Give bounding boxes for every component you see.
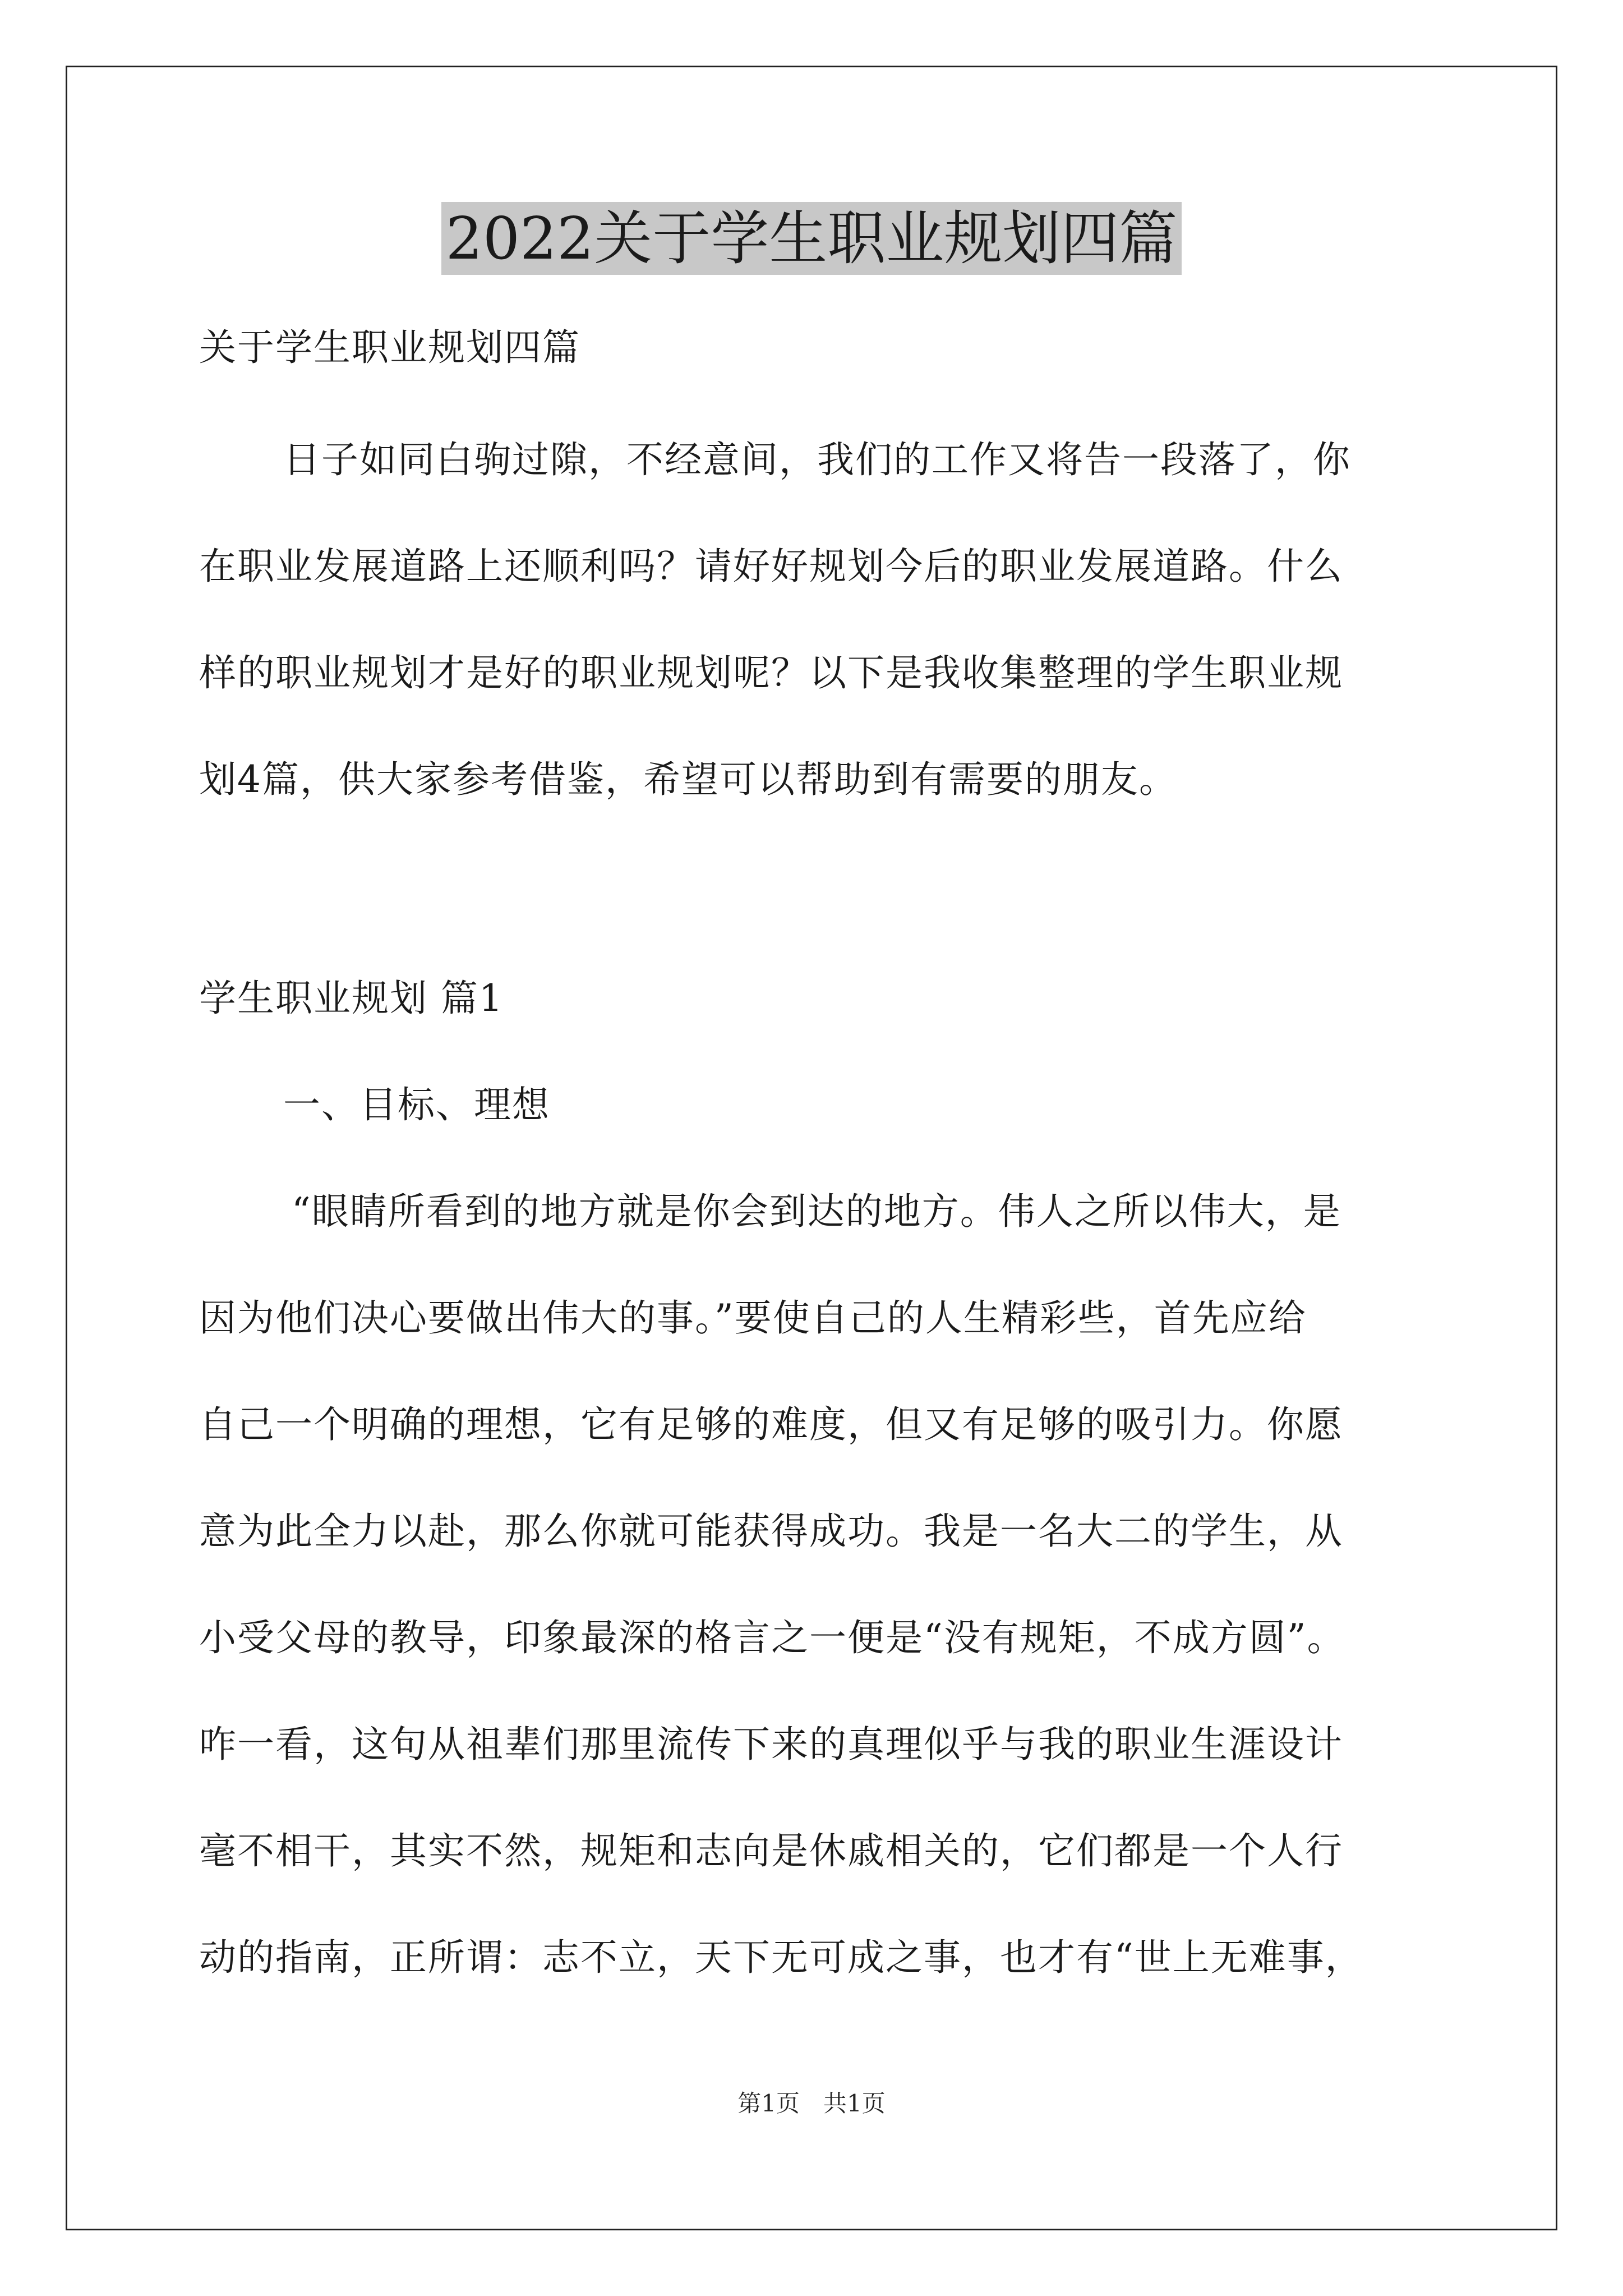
body-line: 意为此全力以赴，那么你就可能获得成功。我是一名大二的学生，从 [199,1510,1343,1553]
document-subtitle: 关于学生职业规划四篇 [199,326,580,369]
body-line: 自己一个明确的理想，它有足够的难度，但又有足够的吸引力。你愿 [199,1403,1343,1446]
section-heading: 学生职业规划 篇1 [199,977,504,1020]
body-line: 小受父母的教导，印象最深的格言之一便是“没有规矩，不成方圆”。 [199,1616,1345,1659]
intro-line: 划4篇，供大家参考借鉴，希望可以帮助到有需要的朋友。 [199,758,1177,801]
body-line: 因为他们决心要做出伟大的事。”要使自己的人生精彩些，首先应给 [199,1296,1307,1340]
section-subheading: 一、目标、理想 [283,1083,550,1126]
page-border [66,66,1557,2230]
body-line: 毫不相干，其实不然，规矩和志向是休戚相关的，它们都是一个人行 [199,1829,1343,1872]
document-title-text: 2022关于学生职业规划四篇 [441,202,1182,275]
intro-line: 日子如同白驹过隙，不经意间，我们的工作又将告一段落了，你 [283,438,1351,481]
document-title [0,202,1623,275]
intro-line: 样的职业规划才是好的职业规划呢？以下是我收集整理的学生职业规 [199,651,1343,694]
body-line: 咋一看，这句从祖辈们那里流传下来的真理似乎与我的职业生涯设计 [199,1723,1343,1766]
page-footer: 第1页 共1页 [737,2090,886,2117]
body-line: “眼睛所看到的地方就是你会到达的地方。伟人之所以伟大，是 [292,1190,1341,1233]
body-line: 动的指南，正所谓：志不立，天下无可成之事，也才有“世上无难事， [199,1936,1363,1979]
intro-line: 在职业发展道路上还顺利吗？请好好规划今后的职业发展道路。什么 [199,545,1343,588]
